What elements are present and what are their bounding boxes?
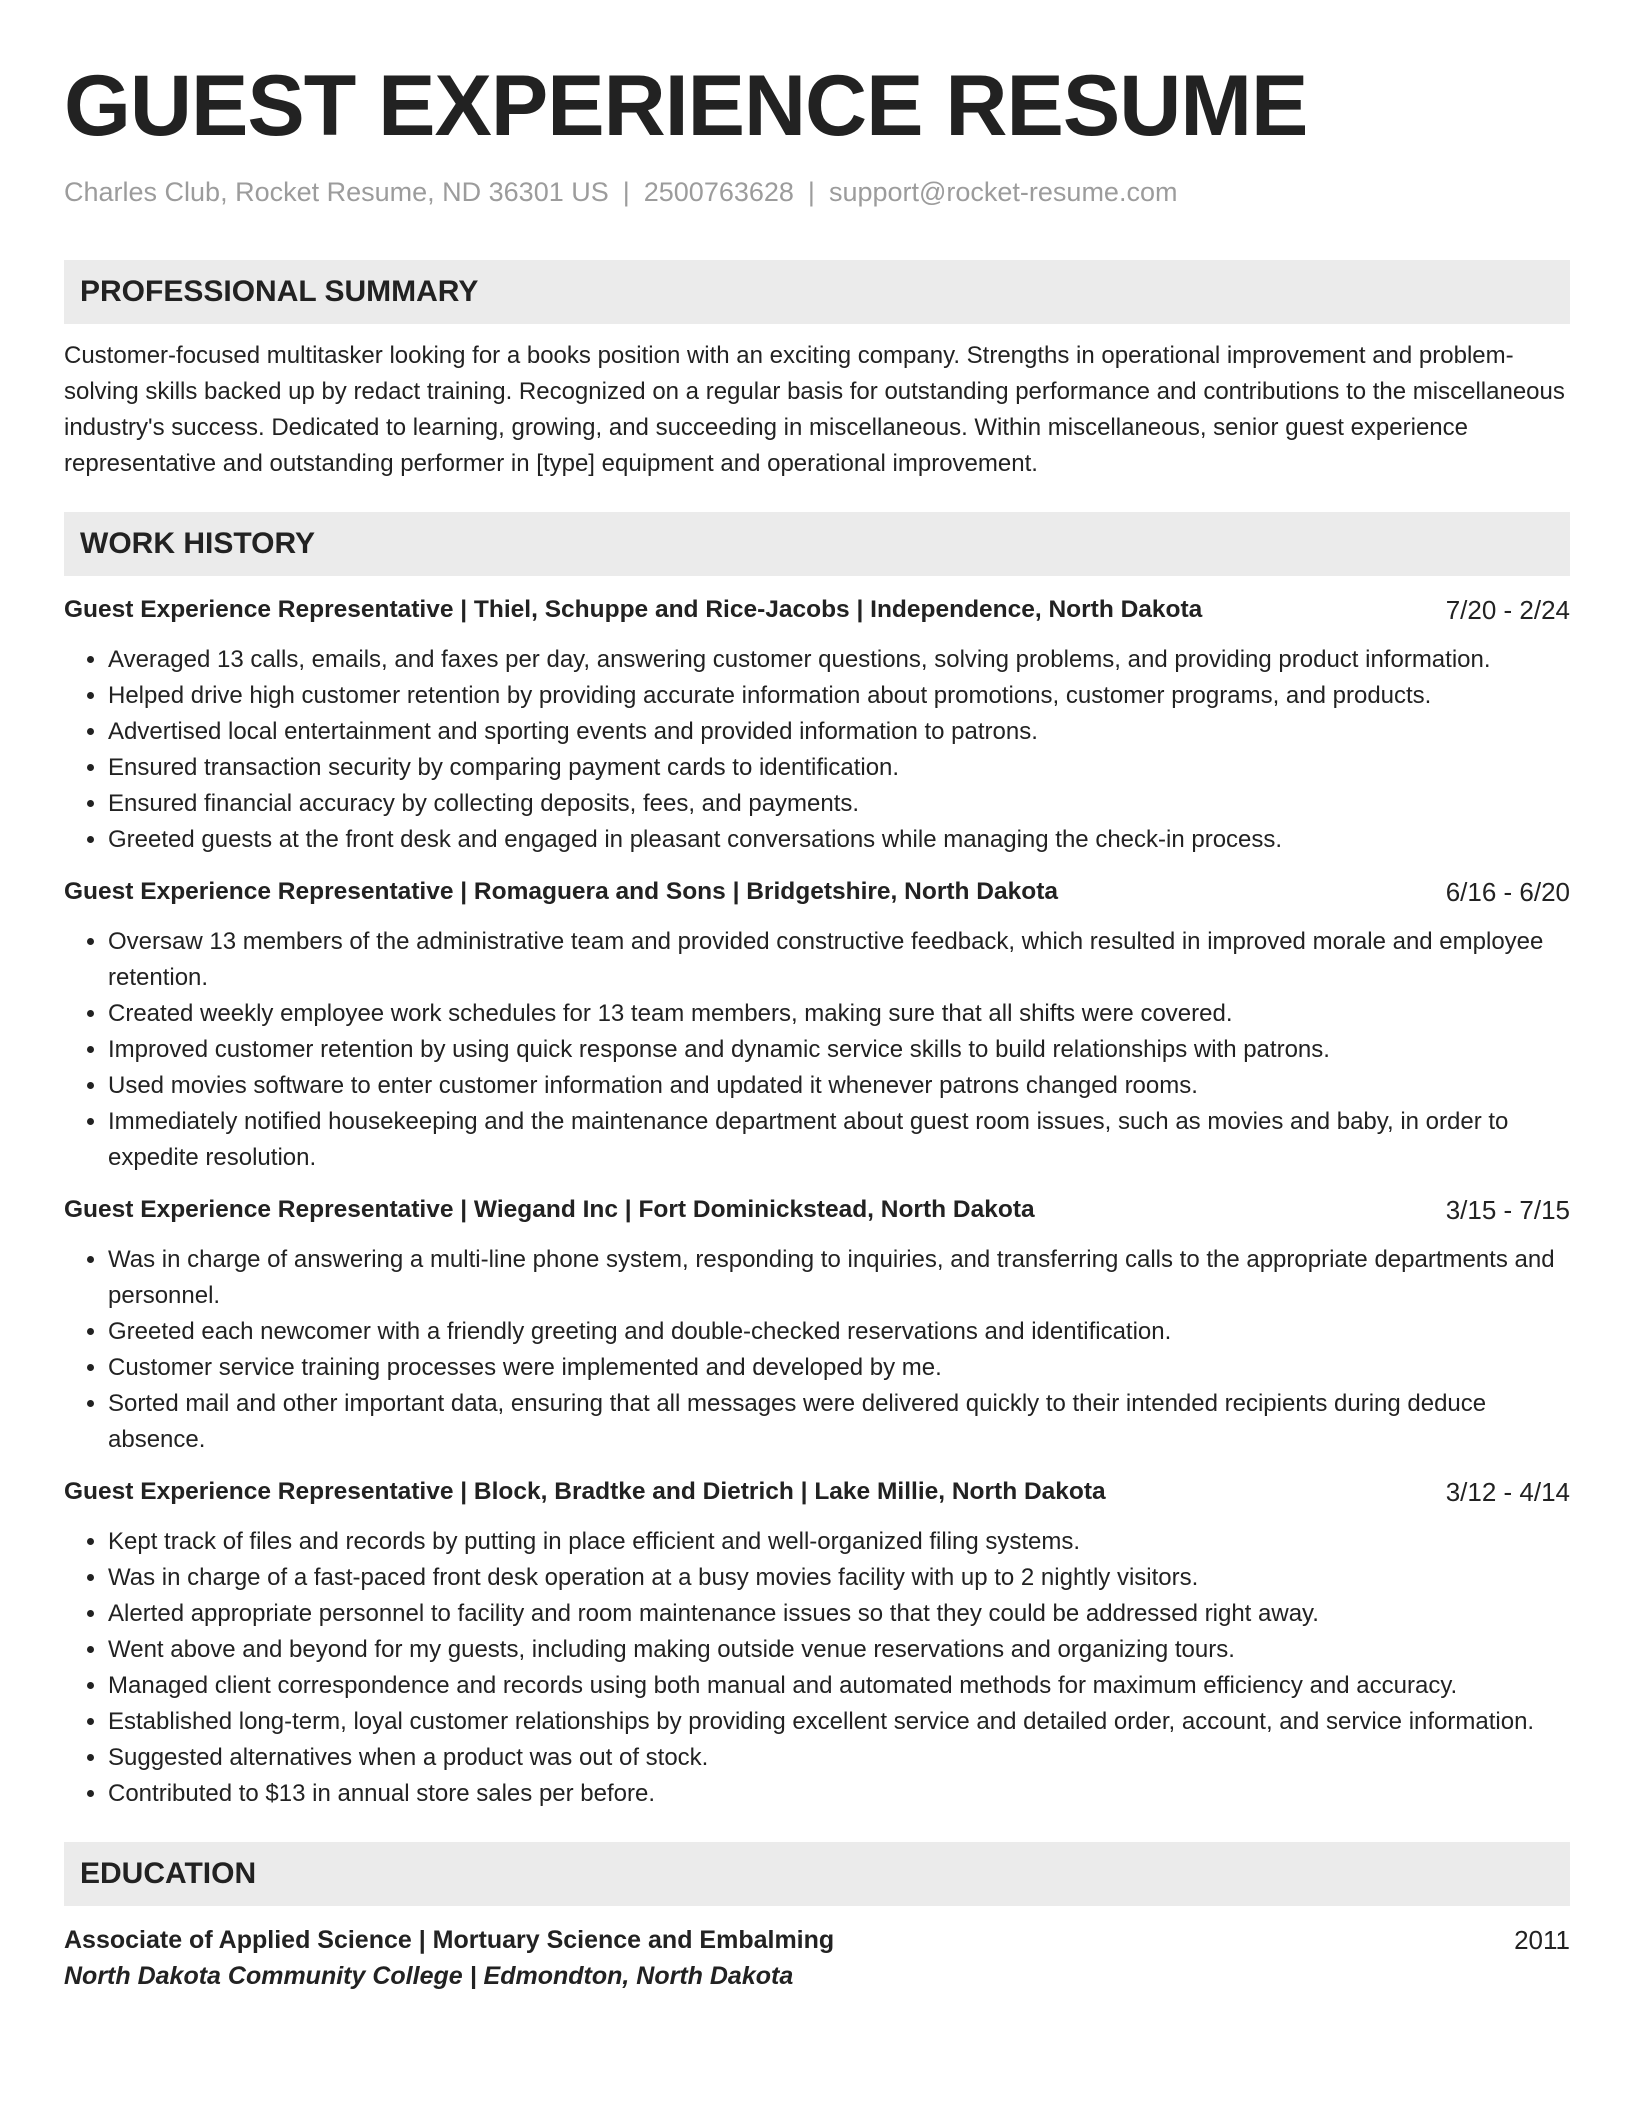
job-dates: 6/16 - 6/20	[1445, 877, 1570, 907]
job-entry	[64, 1192, 1570, 1458]
list-item: • Oversaw 13 members of the administrative team and provided constructive feedback, which resulted in improved morale and employee retention.	[108, 924, 1570, 996]
list-item: • Was in charge of a fast-paced front desk operation at a busy movies facility with up to 2 nightly visitors.	[108, 1560, 1570, 1596]
list-item: • Greeted each newcomer with a friendly greeting and double-checked reservations and identification.	[108, 1314, 1570, 1350]
job-heading: Guest Experience Representative | Romaguera and Sons | Bridgetshire, North Dakota	[64, 878, 1058, 905]
list-item: • Ensured financial accuracy by collecting deposits, fees, and payments.	[108, 786, 1570, 822]
list-item: • Sorted mail and other important data, ensuring that all messages were delivered quickly to their intended recipients during deduce absence.	[108, 1386, 1570, 1458]
education-entry	[64, 1922, 1570, 1994]
list-item: • Customer service training processes were implemented and developed by me.	[108, 1350, 1570, 1386]
section-header-education: EDUCATION	[64, 1842, 1570, 1906]
list-item: • Alerted appropriate personnel to facility and room maintenance issues so that they could be addressed right away.	[108, 1596, 1570, 1632]
section-header-work-history: WORK HISTORY	[64, 512, 1570, 576]
list-item: • Suggested alternatives when a product was out of stock.	[108, 1740, 1570, 1776]
job-heading: Guest Experience Representative | Thiel, Schuppe and Rice-Jacobs | Independence, North Dakota	[64, 596, 1203, 623]
job-heading-row	[64, 874, 1570, 910]
list-item: • Immediately notified housekeeping and the maintenance department about guest room issues, such as movies and baby, in order to expedite resolution.	[108, 1104, 1570, 1176]
job-heading: Guest Experience Representative | Block, Bradtke and Dietrich | Lake Millie, North Dakota	[64, 1478, 1106, 1505]
list-item: • Kept track of files and records by putting in place efficient and well-organized filing systems.	[108, 1524, 1570, 1560]
list-item: • Went above and beyond for my guests, including making outside venue reservations and organizing tours.	[108, 1632, 1570, 1668]
education-degree: Associate of Applied Science | Mortuary Science and Embalming	[64, 1926, 835, 1954]
contact-address: Charles Club, Rocket Resume, ND 36301 US	[64, 177, 609, 207]
list-item: • Advertised local entertainment and sporting events and provided information to patrons.	[108, 714, 1570, 750]
list-item: • Ensured transaction security by comparing payment cards to identification.	[108, 750, 1570, 786]
contact-phone: 2500763628	[643, 177, 794, 207]
section-header-summary: PROFESSIONAL SUMMARY	[64, 260, 1570, 324]
contact-separator: |	[622, 177, 630, 207]
list-item: • Contributed to $13 in annual store sales per before.	[108, 1776, 1570, 1812]
job-heading-row	[64, 592, 1570, 628]
job-bullets	[64, 1242, 1570, 1458]
list-item: • Used movies software to enter customer information and updated it whenever patrons changed rooms.	[108, 1068, 1570, 1104]
job-entry	[64, 592, 1570, 858]
list-item: • Improved customer retention by using quick response and dynamic service skills to build relationships with patrons.	[108, 1032, 1570, 1068]
resume-title: GUEST EXPERIENCE RESUME	[64, 58, 1308, 154]
job-bullets	[64, 1524, 1570, 1812]
job-bullets	[64, 924, 1570, 1176]
list-item: • Averaged 13 calls, emails, and faxes per day, answering customer questions, solving problems, and providing product information.	[108, 642, 1570, 678]
job-dates: 3/12 - 4/14	[1445, 1477, 1570, 1507]
list-item: • Established long-term, loyal customer relationships by providing excellent service and detailed order, account, and service information.	[108, 1704, 1570, 1740]
job-heading-row	[64, 1474, 1570, 1510]
job-entry	[64, 1474, 1570, 1812]
job-dates: 3/15 - 7/15	[1445, 1195, 1570, 1225]
job-heading-row	[64, 1192, 1570, 1228]
list-item: • Created weekly employee work schedules for 13 team members, making sure that all shifts were covered.	[108, 996, 1570, 1032]
list-item: • Helped drive high customer retention by providing accurate information about promotions, customer programs, and products.	[108, 678, 1570, 714]
contact-email: support@rocket-resume.com	[828, 177, 1178, 207]
job-bullets	[64, 642, 1570, 858]
list-item: • Greeted guests at the front desk and engaged in pleasant conversations while managing the check-in process.	[108, 822, 1570, 858]
education-heading-row	[64, 1922, 1570, 1958]
education-school: North Dakota Community College | Edmondton, North Dakota	[64, 1962, 794, 1990]
resume-page	[64, 0, 1570, 1994]
summary-text: Customer-focused multitasker looking for a books position with an exciting company. Strengths in operational improvement and problem-solving skills backed up by redact training. Recognized on a regular basis for outstanding performance and contributions to the miscellaneous industry's success. Dedicated to learning, growing, and succeeding in miscellaneous. Within miscellaneous, senior guest experience representative and outstanding performer in [type] equipment and operational improvement.	[64, 342, 1565, 477]
contact-separator: |	[807, 177, 815, 207]
job-entry	[64, 874, 1570, 1176]
contact-line	[64, 174, 1570, 210]
list-item: • Was in charge of answering a multi-line phone system, responding to inquiries, and transferring calls to the appropriate departments and personnel.	[108, 1242, 1570, 1314]
list-item: • Managed client correspondence and records using both manual and automated methods for maximum efficiency and accuracy.	[108, 1668, 1570, 1704]
job-dates: 7/20 - 2/24	[1445, 595, 1570, 625]
education-year: 2011	[1514, 1925, 1570, 1955]
job-heading: Guest Experience Representative | Wiegand Inc | Fort Dominickstead, North Dakota	[64, 1196, 1035, 1223]
